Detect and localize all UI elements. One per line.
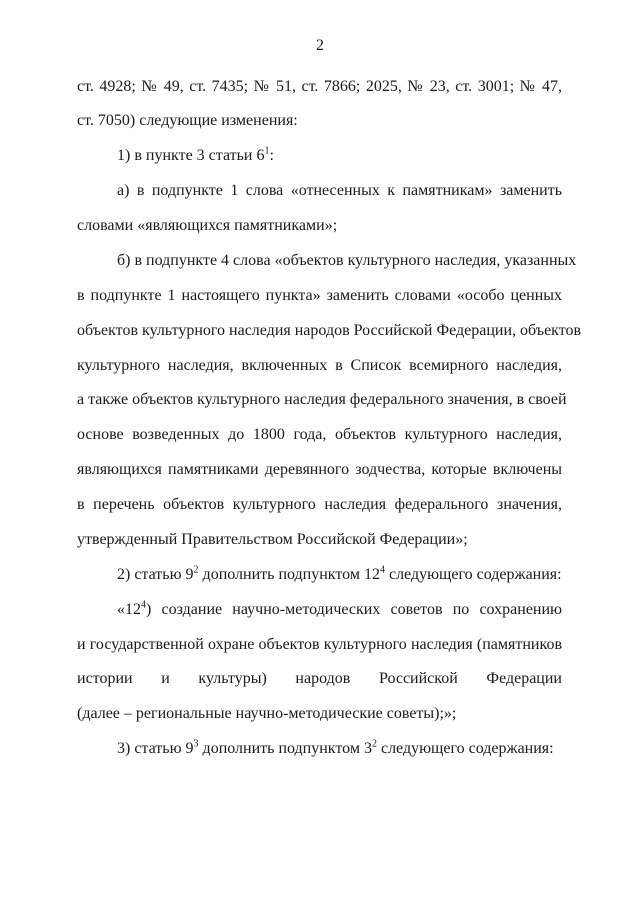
text-line [117,565,562,585]
text-line [77,216,562,236]
text-segment: : [269,147,274,164]
superscript: 2 [371,738,377,750]
text-segment: ст. 4928; № 49, ст. 7435; № 51, ст. 7866; 2025, № 23, ст. 3001; № 47, [77,78,562,95]
superscript: 3 [193,738,199,750]
text-segment: «12 [117,601,141,618]
text-line [77,460,562,480]
superscript: 2 [193,564,199,576]
text-line [117,181,562,201]
text-segment: в перечень объектов культурного наследия федерального значения, [77,496,562,513]
text-line [77,321,582,341]
text-segment: словами «являющихся памятниками»; [77,217,338,234]
text-line [77,530,562,550]
text-line [117,600,562,620]
text-segment: 1) в пункте 3 статьи 6 [117,147,265,164]
page-number: 2 [316,37,324,54]
text-line [117,739,562,759]
text-segment: 3) статью 9 [117,740,194,757]
text-line [77,111,562,131]
text-segment: объектов культурного наследия народов Российской Федерации, объектов [77,322,582,339]
text-segment: (далее – региональные научно-методические советы);»; [77,705,457,722]
text-segment: истории и культуры) народов Российской Федерации [77,670,562,687]
text-segment: и государственной охране объектов культурного наследия (памятников [77,636,562,653]
text-line [77,356,562,376]
superscript: 4 [379,564,385,576]
text-line [117,146,562,166]
text-line [77,704,562,724]
text-segment: а также объектов культурного наследия федерального значения, в своей [77,391,567,408]
text-line [77,635,562,655]
text-segment: основе возведенных до 1800 года, объектов культурного наследия, [77,426,562,443]
text-segment: ) создание научно-методических советов по сохранению [146,601,562,618]
text-segment: в подпункте 1 настоящего пункта» заменить словами «особо ценных [77,287,562,304]
text-line [77,286,562,306]
text-segment: 2) статью 9 [117,566,194,583]
text-segment: следующего содержания: [376,740,554,757]
text-segment: б) в подпункте 4 слова «объектов культурного наследия, указанных [117,252,577,269]
text-segment: дополнить подпунктом 3 [198,740,372,757]
text-segment: ст. 7050) следующие изменения: [77,112,298,129]
text-line [77,495,562,515]
text-segment: дополнить подпунктом 12 [198,566,380,583]
superscript: 1 [264,145,270,157]
superscript: 4 [141,599,146,611]
text-segment: следующего содержания: [384,566,562,583]
text-segment: а) в подпункте 1 слова «отнесенных к памятникам» заменить [117,182,562,199]
text-segment: являющихся памятниками деревянного зодчества, которые включены [77,461,562,478]
text-segment: культурного наследия, включенных в Список всемирного наследия, [77,357,562,374]
text-line [117,251,577,271]
text-line [77,669,562,689]
text-line [77,390,567,410]
text-line [77,77,562,97]
text-segment: утвержденный Правительством Российской Федерации»; [77,531,468,548]
text-line [77,425,562,445]
